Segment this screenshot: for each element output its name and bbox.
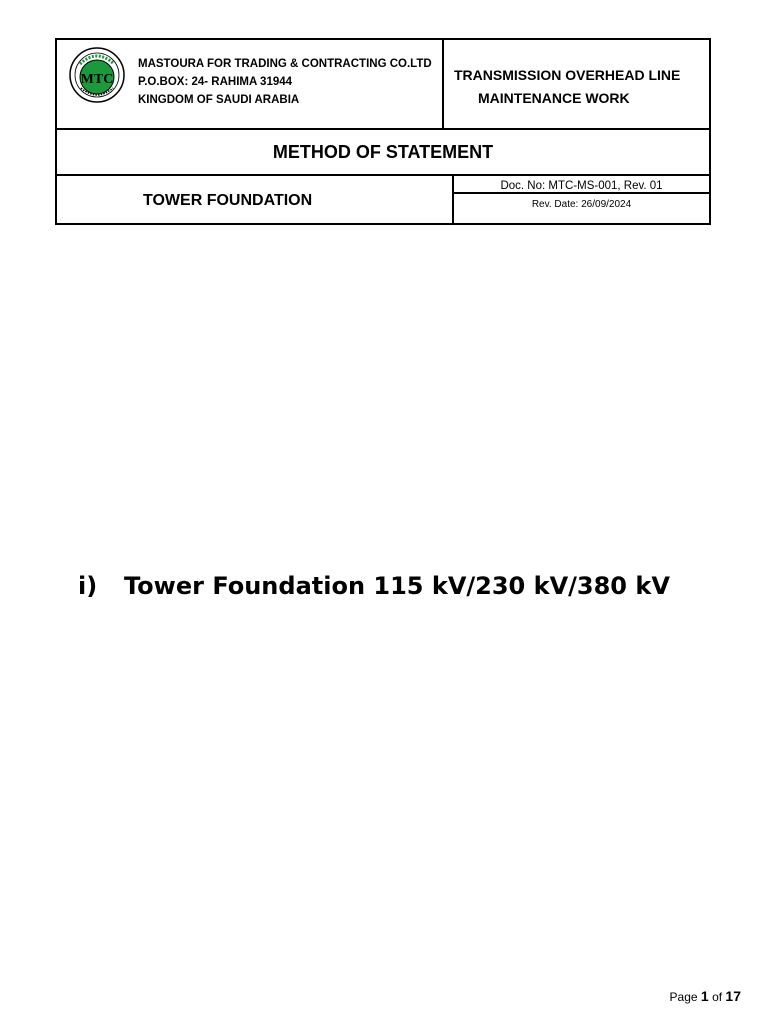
project-title: [454, 64, 680, 110]
document-type-title: METHOD OF STATEMENT: [272, 142, 494, 162]
page-of-label: of: [712, 990, 723, 1004]
document-header-table: [55, 38, 711, 225]
company-country: KINGDOM OF SAUDI ARABIA: [138, 94, 300, 106]
company-logo-icon: [68, 46, 126, 104]
header-row-company: [57, 40, 709, 130]
subject-cell: [57, 176, 454, 223]
rev-date-cell: [454, 194, 709, 223]
company-cell: [57, 40, 444, 128]
doc-number-cell: [454, 176, 709, 194]
project-title-cell: [444, 40, 709, 128]
subject-title: TOWER FOUNDATION: [143, 192, 313, 209]
rev-date: Rev. Date: 26/09/2024: [531, 199, 632, 210]
page-footer: [670, 988, 741, 1004]
section-heading-number: i): [78, 572, 98, 600]
project-title-line1: TRANSMISSION OVERHEAD LINE: [454, 67, 681, 83]
logo-lettering: MTC: [80, 72, 114, 87]
page-label: Page: [669, 990, 698, 1004]
company-name: MASTOURA FOR TRADING & CONTRACTING CO.LTD: [138, 58, 432, 70]
doc-number: Doc. No: MTC-MS-001, Rev. 01: [500, 180, 663, 192]
header-row-subject: [57, 176, 709, 223]
total-pages-number: 17: [725, 988, 741, 1004]
section-heading-text: Tower Foundation 115 kV/230 kV/380 kV: [124, 572, 670, 600]
project-title-line2: MAINTENANCE WORK: [478, 90, 630, 106]
company-po-box: P.O.BOX: 24- RAHIMA 31944: [138, 76, 293, 88]
company-address-block: [138, 55, 432, 109]
section-heading: [78, 572, 670, 600]
current-page-number: 1: [700, 988, 709, 1004]
header-row-document-type: [57, 130, 709, 176]
